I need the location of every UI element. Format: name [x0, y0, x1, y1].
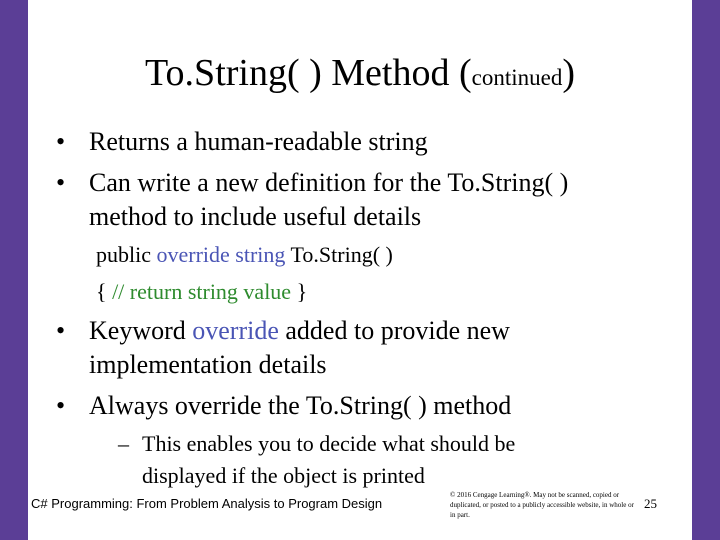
- bullet-2-line-2: method to include useful details: [89, 202, 422, 231]
- slide-title: [28, 48, 692, 103]
- code-method: To.String( ): [285, 242, 393, 267]
- slide-content: [28, 0, 692, 540]
- bullet-3-suffix: added to provide new: [278, 316, 510, 345]
- bullet-3-keyword: override: [192, 316, 279, 345]
- bullet-dot: •: [56, 168, 66, 197]
- code-comment: // return string value: [112, 279, 297, 304]
- code-line-2: [96, 278, 307, 306]
- bullet-dot: •: [56, 127, 66, 156]
- title-small: continued: [471, 65, 563, 90]
- bullet-dot: •: [56, 391, 66, 420]
- code-public: public: [96, 242, 157, 267]
- code-open-brace: {: [96, 279, 113, 304]
- bullet-3-prefix: Keyword: [89, 316, 193, 345]
- bullet-3-line-2: implementation details: [89, 350, 327, 379]
- footer-copyright: © 2016 Cengage Learning®. May not be scanned, copied or duplicated, or posted to a publicly accessible website, in whole or in part.: [450, 491, 634, 519]
- bullet-dot: •: [56, 316, 66, 345]
- bullet-4-text: Always override the To.String( ) method: [89, 391, 512, 420]
- page-number: 25: [644, 496, 657, 511]
- sub-bullet-line-2: displayed if the object is printed: [142, 463, 425, 488]
- footer-title: C# Programming: From Problem Analysis to Program Design: [31, 496, 383, 511]
- code-close-brace: }: [296, 279, 308, 304]
- sub-bullet-dash: –: [118, 431, 129, 456]
- bullet-2-line-1: Can write a new definition for the To.String( ): [89, 168, 569, 197]
- code-line-1: [96, 241, 393, 269]
- bullet-3-line-1: [89, 314, 510, 348]
- left-frame-bar: [0, 0, 28, 540]
- title-close: ): [562, 52, 575, 94]
- code-keyword: override string: [156, 242, 286, 267]
- bullet-1-text: Returns a human-readable string: [89, 127, 428, 156]
- right-frame-bar: [692, 0, 720, 540]
- sub-bullet-line-1: This enables you to decide what should be: [142, 431, 516, 456]
- title-main: To.String( ) Method (: [145, 52, 472, 94]
